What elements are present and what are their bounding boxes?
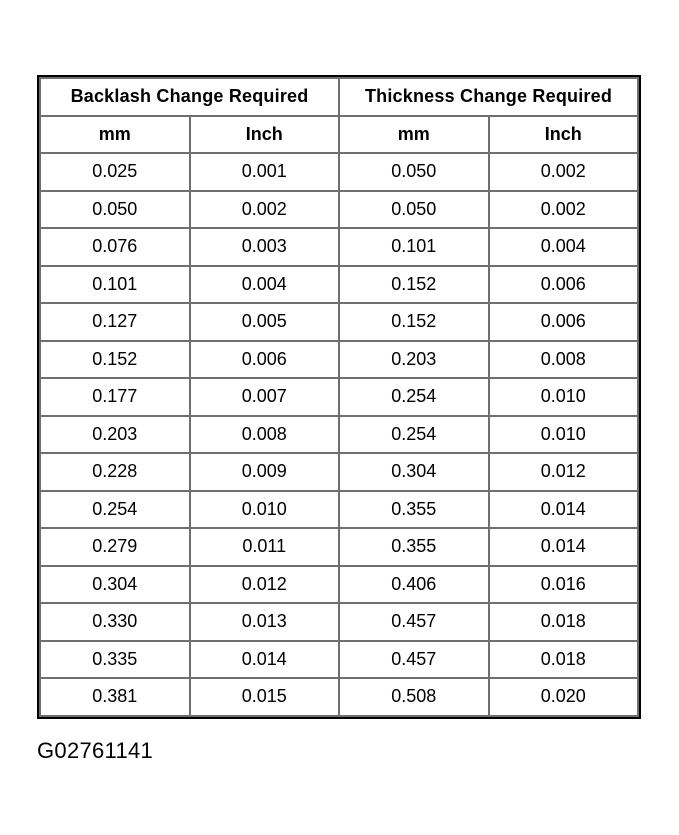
cell-backlash-mm: 0.335 bbox=[41, 642, 189, 678]
cell-backlash-inch: 0.006 bbox=[191, 342, 339, 378]
cell-thickness-mm: 0.508 bbox=[340, 679, 488, 715]
cell-backlash-mm: 0.228 bbox=[41, 454, 189, 490]
cell-thickness-inch: 0.006 bbox=[490, 267, 638, 303]
cell-backlash-inch: 0.014 bbox=[191, 642, 339, 678]
table-row bbox=[41, 154, 637, 190]
cell-thickness-inch: 0.014 bbox=[490, 492, 638, 528]
table-row bbox=[41, 567, 637, 603]
cell-thickness-inch: 0.016 bbox=[490, 567, 638, 603]
cell-thickness-inch: 0.018 bbox=[490, 642, 638, 678]
cell-backlash-inch: 0.002 bbox=[191, 192, 339, 228]
cell-backlash-mm: 0.177 bbox=[41, 379, 189, 415]
cell-backlash-mm: 0.025 bbox=[41, 154, 189, 190]
cell-backlash-mm: 0.076 bbox=[41, 229, 189, 265]
cell-backlash-inch: 0.005 bbox=[191, 304, 339, 340]
cell-thickness-inch: 0.020 bbox=[490, 679, 638, 715]
cell-backlash-inch: 0.012 bbox=[191, 567, 339, 603]
cell-thickness-mm: 0.050 bbox=[340, 154, 488, 190]
cell-backlash-inch: 0.015 bbox=[191, 679, 339, 715]
cell-thickness-mm: 0.152 bbox=[340, 304, 488, 340]
cell-backlash-mm: 0.101 bbox=[41, 267, 189, 303]
cell-thickness-mm: 0.203 bbox=[340, 342, 488, 378]
table-row bbox=[41, 417, 637, 453]
cell-thickness-mm: 0.355 bbox=[340, 529, 488, 565]
table-row bbox=[41, 192, 637, 228]
cell-thickness-mm: 0.355 bbox=[340, 492, 488, 528]
cell-backlash-mm: 0.304 bbox=[41, 567, 189, 603]
cell-backlash-mm: 0.279 bbox=[41, 529, 189, 565]
unit-header-row bbox=[41, 117, 637, 153]
cell-backlash-inch: 0.004 bbox=[191, 267, 339, 303]
cell-thickness-inch: 0.002 bbox=[490, 192, 638, 228]
cell-backlash-inch: 0.009 bbox=[191, 454, 339, 490]
table-row bbox=[41, 679, 637, 715]
header-thickness-change: Thickness Change Required bbox=[340, 79, 637, 115]
cell-thickness-inch: 0.012 bbox=[490, 454, 638, 490]
table-row bbox=[41, 267, 637, 303]
cell-thickness-mm: 0.152 bbox=[340, 267, 488, 303]
cell-thickness-mm: 0.304 bbox=[340, 454, 488, 490]
header-thickness-mm: mm bbox=[340, 117, 488, 153]
cell-thickness-inch: 0.010 bbox=[490, 417, 638, 453]
cell-thickness-mm: 0.457 bbox=[340, 604, 488, 640]
cell-thickness-mm: 0.457 bbox=[340, 642, 488, 678]
table-row bbox=[41, 529, 637, 565]
table-row bbox=[41, 342, 637, 378]
cell-thickness-inch: 0.008 bbox=[490, 342, 638, 378]
table-body bbox=[41, 154, 637, 715]
cell-thickness-mm: 0.101 bbox=[340, 229, 488, 265]
cell-backlash-mm: 0.050 bbox=[41, 192, 189, 228]
cell-thickness-inch: 0.002 bbox=[490, 154, 638, 190]
backlash-thickness-table bbox=[39, 77, 639, 717]
header-backlash-change: Backlash Change Required bbox=[41, 79, 338, 115]
cell-backlash-mm: 0.254 bbox=[41, 492, 189, 528]
cell-thickness-inch: 0.004 bbox=[490, 229, 638, 265]
table-row bbox=[41, 604, 637, 640]
cell-backlash-inch: 0.010 bbox=[191, 492, 339, 528]
cell-thickness-mm: 0.254 bbox=[340, 417, 488, 453]
cell-thickness-inch: 0.006 bbox=[490, 304, 638, 340]
table-row bbox=[41, 229, 637, 265]
cell-thickness-inch: 0.018 bbox=[490, 604, 638, 640]
conversion-table-container bbox=[37, 75, 641, 719]
cell-thickness-mm: 0.254 bbox=[340, 379, 488, 415]
table-row bbox=[41, 379, 637, 415]
cell-backlash-inch: 0.011 bbox=[191, 529, 339, 565]
cell-backlash-mm: 0.381 bbox=[41, 679, 189, 715]
cell-backlash-mm: 0.203 bbox=[41, 417, 189, 453]
table-row bbox=[41, 454, 637, 490]
cell-backlash-inch: 0.007 bbox=[191, 379, 339, 415]
cell-backlash-inch: 0.008 bbox=[191, 417, 339, 453]
header-backlash-inch: Inch bbox=[191, 117, 339, 153]
cell-thickness-mm: 0.406 bbox=[340, 567, 488, 603]
table-row bbox=[41, 492, 637, 528]
cell-backlash-mm: 0.152 bbox=[41, 342, 189, 378]
cell-backlash-mm: 0.127 bbox=[41, 304, 189, 340]
cell-thickness-mm: 0.050 bbox=[340, 192, 488, 228]
group-header-row bbox=[41, 79, 637, 115]
figure-id-caption: G02761141 bbox=[37, 738, 154, 763]
cell-thickness-inch: 0.010 bbox=[490, 379, 638, 415]
cell-thickness-inch: 0.014 bbox=[490, 529, 638, 565]
header-thickness-inch: Inch bbox=[490, 117, 638, 153]
table-row bbox=[41, 642, 637, 678]
table-row bbox=[41, 304, 637, 340]
cell-backlash-inch: 0.013 bbox=[191, 604, 339, 640]
cell-backlash-inch: 0.001 bbox=[191, 154, 339, 190]
cell-backlash-inch: 0.003 bbox=[191, 229, 339, 265]
header-backlash-mm: mm bbox=[41, 117, 189, 153]
cell-backlash-mm: 0.330 bbox=[41, 604, 189, 640]
